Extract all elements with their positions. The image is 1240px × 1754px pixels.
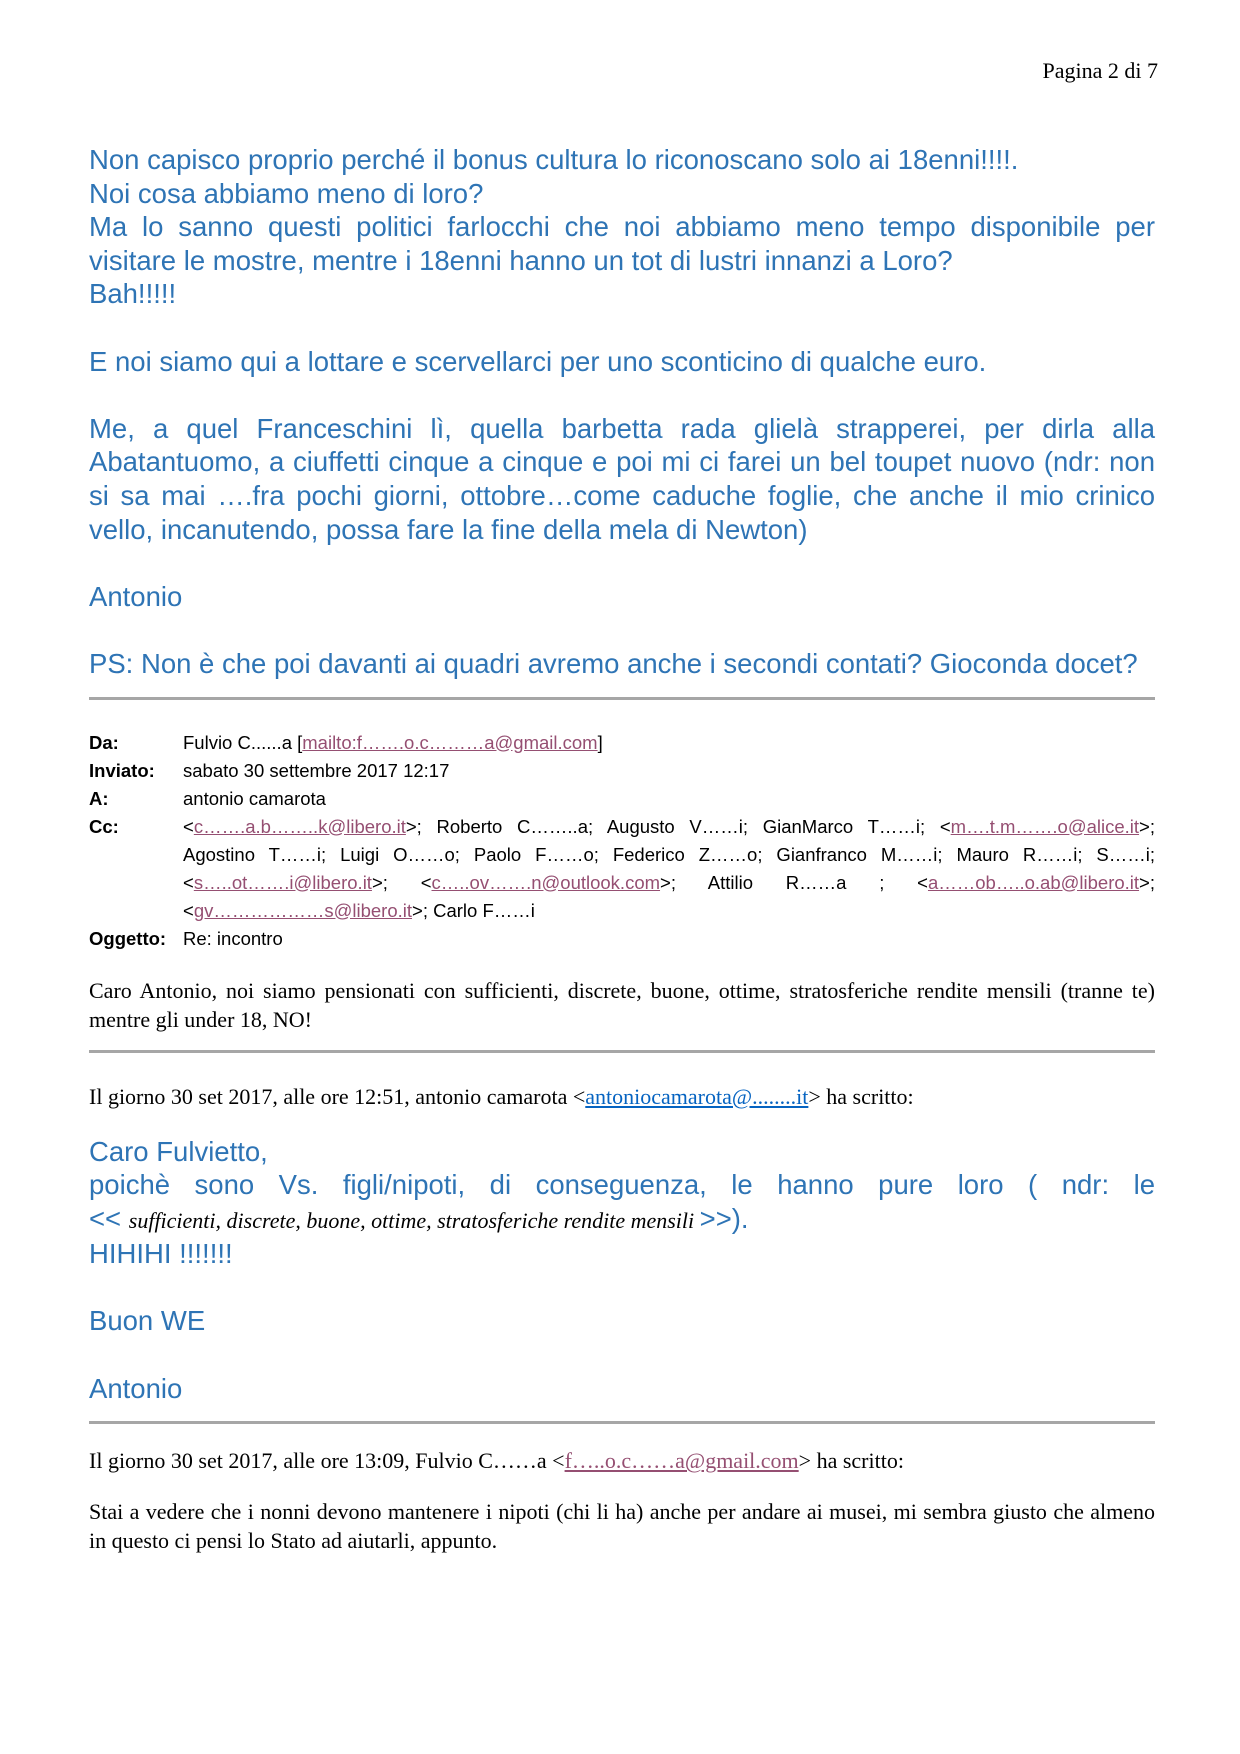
quote-header-fulvio: Il giorno 30 set 2017, alle ore 13:09, Fulvio C……a <f…..o.c……a@gmail.com> ha scritto:	[89, 1448, 904, 1474]
email-header	[89, 729, 1155, 953]
sent-value: sabato 30 settembre 2017 12:17	[183, 759, 450, 781]
signature: Antonio	[89, 580, 183, 612]
cc-email-link[interactable]: m….t.m…….o@alice.it	[950, 815, 1140, 837]
quote-header-antonio: Il giorno 30 set 2017, alle ore 12:51, antonio camarota <antoniocamarota@........it> ha scritto:	[89, 1083, 914, 1109]
separator	[89, 697, 1155, 700]
closing: Buon WE	[89, 1305, 206, 1337]
from-label: Da:	[89, 731, 119, 753]
separator	[89, 1421, 1155, 1424]
cc-email-link[interactable]: a……ob…..o.ab@libero.it	[927, 871, 1140, 893]
message-paragraph: Noi cosa abbiamo meno di loro?	[89, 177, 484, 209]
quote-email-link[interactable]: f…..o.c……a@gmail.com	[564, 1448, 799, 1474]
signature: Antonio	[89, 1372, 183, 1404]
message-paragraph: Me, a quel Franceschini lì, quella barbetta rada glielà strapperei, per dirla alla Abatantuomo, a ciuffetti cinque a cinque e poi mi ci farei un bel toupet nuovo (ndr: non si sa mai ….fra pochi giorni, ottobre…come caduche foglie, che anche il mio crinico vello, incanutendo, possa fare la fine della mela di Newton)	[89, 412, 1155, 545]
sent-label: Inviato:	[89, 759, 155, 781]
reply-fulvio-1: Caro Antonio, noi siamo pensionati con sufficienti, discrete, buone, ottime, stratosferiche rendite mensili (tranne te) mentre gli under 18, NO!	[89, 977, 1155, 1032]
cc-value: <c…….a.b……..k@libero.it>; Roberto C……..a; Augusto V……i; GianMarco T……i; <m….t.m…….o@alice.it>; Agostino T……i; Luigi O……o; Paolo F……o; Federico Z……o; Gianfranco M……i; Mauro R……i; S……i; <s…..ot…….i@libero.it>; <c…..ov…….n@outlook.com>; Attilio R……a ; <a……ob…..o.ab@libero.it>; <gv………………s@libero.it>; Carlo F……i	[183, 815, 1155, 921]
message-paragraph: Non capisco proprio perché il bonus cultura lo riconoscano solo ai 18enni!!!!.	[89, 144, 1019, 175]
subject-label: Oggetto:	[89, 927, 167, 949]
message-antonio-2	[89, 1135, 1155, 1406]
reply-fulvio-2: Stai a vedere che i nonni devono mantenere i nipoti (chi li ha) anche per andare ai musei, mi sembra giusto che almeno in questo ci pensi lo Stato ad aiutarli, appunto.	[89, 1499, 1155, 1554]
email-thread	[89, 143, 1155, 1555]
postscript: PS: Non è che poi davanti ai quadri avremo anche i secondi contati? Gioconda docet?	[89, 647, 1138, 679]
subject-value: Re: incontro	[183, 927, 283, 949]
cc-email-link[interactable]: c…….a.b……..k@libero.it	[193, 815, 406, 837]
message-line: << sufficienti, discrete, buone, ottime, stratosferiche rendite mensili >>).	[89, 1202, 749, 1234]
from-email-link[interactable]: mailto:f…….o.c………a@gmail.com	[302, 731, 598, 753]
to-label: A:	[89, 787, 109, 809]
separator	[89, 1050, 1155, 1053]
page-number: Pagina 2 di 7	[1042, 58, 1158, 83]
message-line: poichè sono Vs. figli/nipoti, di conseguenza, le hanno pure loro ( ndr: le	[89, 1169, 1155, 1201]
cc-email-link[interactable]: c…..ov…….n@outlook.com	[431, 871, 661, 893]
from-value: Fulvio C......a [mailto:f…….o.c………a@gmail.com]	[183, 731, 603, 753]
message-paragraph: Ma lo sanno questi politici farlocchi che noi abbiamo meno tempo disponibile per visitare le mostre, mentre i 18enni hanno un tot di lustri innanzi a Loro?	[89, 211, 1155, 276]
quoted-phrase: sufficienti, discrete, buone, ottime, stratosferiche rendite mensili	[128, 1207, 700, 1233]
message-paragraph: Bah!!!!!	[89, 278, 177, 310]
greeting: Caro Fulvietto,	[89, 1135, 268, 1167]
quote-email-link[interactable]: antoniocamarota@........it	[585, 1083, 809, 1109]
cc-email-link[interactable]: s…..ot…….i@libero.it	[193, 871, 372, 893]
message-paragraph: E noi siamo qui a lottare e scervellarci per uno sconticino di qualche euro.	[89, 345, 987, 377]
to-value: antonio camarota	[183, 787, 326, 809]
cc-label: Cc:	[89, 815, 119, 837]
cc-email-link[interactable]: gv………………s@libero.it	[193, 899, 413, 921]
message-line: HIHIHI !!!!!!!	[89, 1238, 233, 1270]
message-antonio-1	[89, 143, 1155, 681]
